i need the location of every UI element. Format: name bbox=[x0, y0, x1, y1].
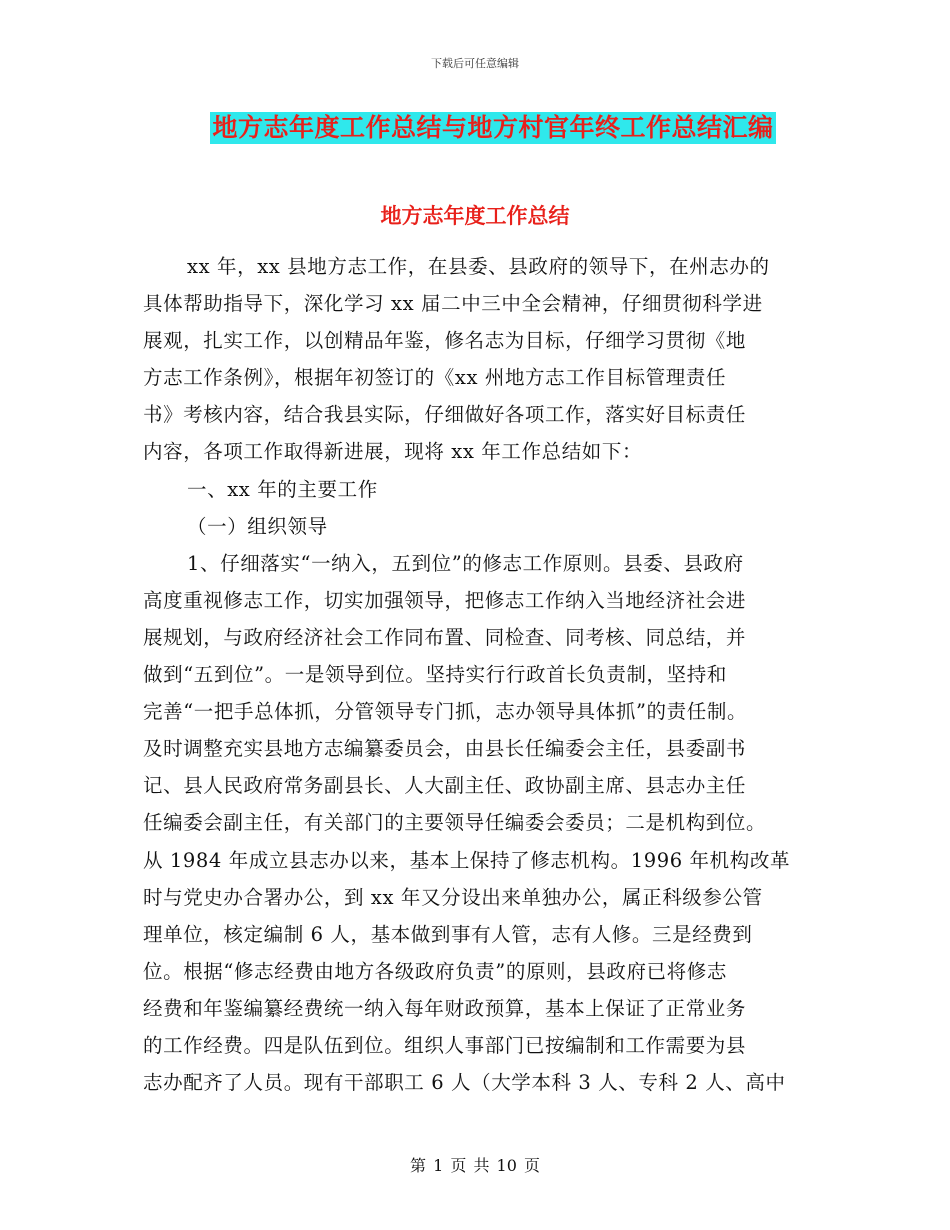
paragraph-line: 理单位，核定编制 6 人，基本做到事有人管，志有人修。三是经费到 bbox=[143, 922, 753, 946]
paragraph-line: 从 1984 年成立县志办以来，基本上保持了修志机构。1996 年机构改革 bbox=[143, 848, 791, 872]
paragraph-line: 高度重视修志工作，切实加强领导，把修志工作纳入当地经济社会进 bbox=[143, 588, 747, 612]
paragraph-line: 经费和年鉴编纂经费统一纳入每年财政预算，基本上保证了正常业务 bbox=[143, 996, 747, 1020]
paragraph-line: 内容，各项工作取得新进展，现将 xx 年工作总结如下： bbox=[143, 440, 643, 464]
paragraph-line: 做到“五到位”。一是领导到位。坚持实行行政首长负责制，坚持和 bbox=[143, 663, 727, 687]
paragraph-line: 任编委会副主任，有关部门的主要领导任编委会委员；二是机构到位。 bbox=[143, 811, 767, 835]
document-body bbox=[143, 248, 808, 1101]
paragraph-line: 展规划，与政府经济社会工作同布置、同检查、同考核、同总结，并 bbox=[143, 625, 747, 649]
document-main-title: 地方志年度工作总结与地方村官年终工作总结汇编 bbox=[212, 113, 774, 142]
paragraph-line: 1、仔细落实“一纳入，五到位”的修志工作原则。县委、县政府 bbox=[187, 551, 744, 575]
paragraph-line: 及时调整充实县地方志编纂委员会，由县长任编委会主任，县委副书 bbox=[143, 737, 747, 761]
paragraph-line: 展观，扎实工作，以创精品年鉴，修名志为目标，仔细学习贯彻《地 bbox=[143, 329, 747, 353]
subheading-line: （一）组织领导 bbox=[187, 514, 328, 538]
paragraph-line: 的工作经费。四是队伍到位。组织人事部门已按编制和工作需要为县 bbox=[143, 1033, 747, 1057]
section-title: 地方志年度工作总结 bbox=[380, 204, 570, 228]
paragraph-line: 书》考核内容，结合我县实际，仔细做好各项工作，落实好目标责任 bbox=[143, 403, 747, 427]
paragraph-line: 完善“一把手总体抓，分管领导专门抓，志办领导具体抓”的责任制。 bbox=[143, 700, 748, 724]
paragraph-line: xx 年，xx 县地方志工作，在县委、县政府的领导下，在州志办的 bbox=[187, 255, 770, 278]
paragraph-line: 位。根据“修志经费由地方各级政府负责”的原则，县政府已将修志 bbox=[143, 959, 727, 983]
page-indicator: 第 1 页 共 10 页 bbox=[410, 1156, 540, 1175]
paragraph-line: 时与党史办合署办公，到 xx 年又分设出来单独办公，属正科级参公管 bbox=[143, 885, 763, 909]
main-title-container bbox=[0, 112, 950, 144]
header-note: 下载后可任意编辑 bbox=[431, 57, 519, 70]
paragraph-line: 志办配齐了人员。现有干部职工 6 人（大学本科 3 人、专科 2 人、高中 bbox=[143, 1071, 786, 1095]
paragraph-line: 方志工作条例》，根据年初签订的《xx 州地方志工作目标管理责任 bbox=[143, 366, 727, 390]
paragraph-line: 记、县人民政府常务副县长、人大副主任、政协副主席、县志办主任 bbox=[143, 774, 747, 798]
paragraph-line: 具体帮助指导下，深化学习 xx 届二中三中全会精神，仔细贯彻科学进 bbox=[143, 292, 763, 316]
heading-line: 一、xx 年的主要工作 bbox=[187, 477, 378, 501]
